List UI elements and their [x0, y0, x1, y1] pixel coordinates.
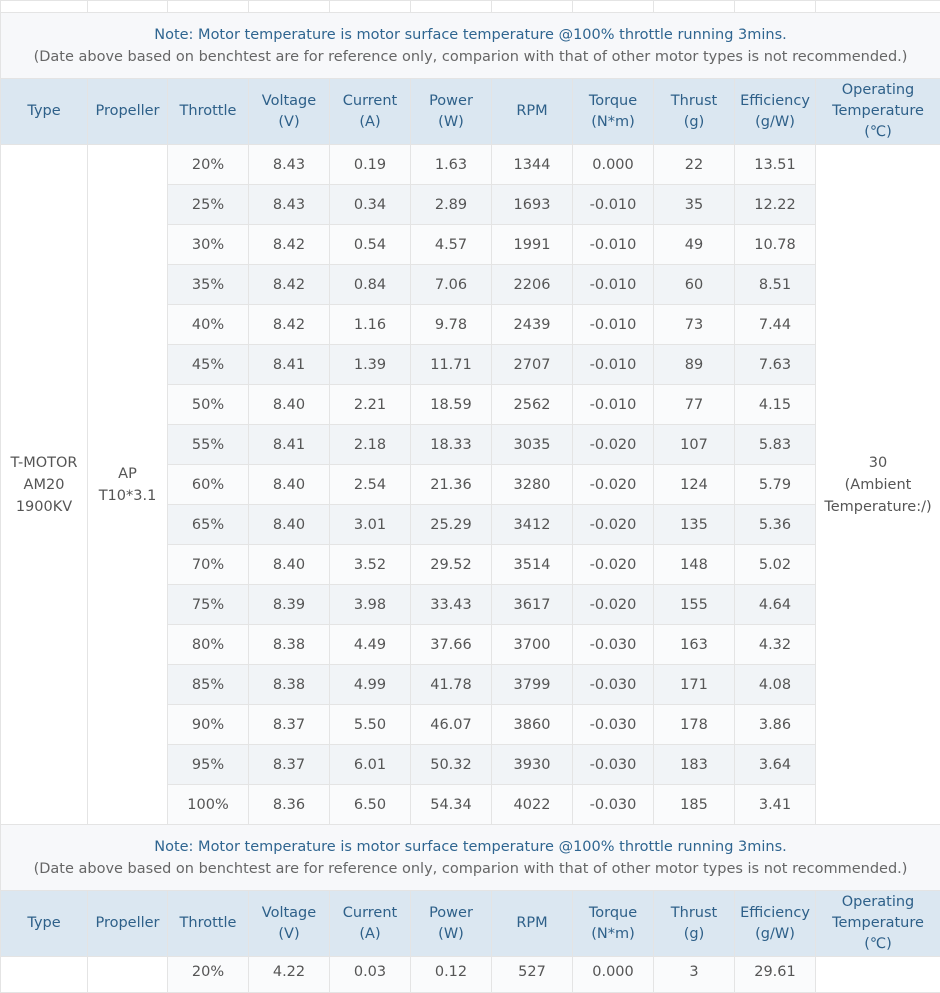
table-cell: 8.41 — [249, 345, 330, 385]
stub-cell — [816, 1, 940, 13]
table-cell: 183 — [654, 745, 735, 785]
table-cell: 8.43 — [249, 145, 330, 185]
table-cell: 12.22 — [735, 185, 816, 225]
table-cell: 7.06 — [411, 265, 492, 305]
table-cell: -0.010 — [573, 385, 654, 425]
table-cell: 77 — [654, 385, 735, 425]
table-cell: 8.40 — [249, 465, 330, 505]
column-header-line: (g) — [654, 924, 734, 945]
table-cell: 178 — [654, 705, 735, 745]
column-header-line: Torque — [573, 91, 653, 112]
column-header-line: Thrust — [654, 903, 734, 924]
table-cell: 7.44 — [735, 305, 816, 345]
table-cell: 0.000 — [573, 145, 654, 185]
table-cell: 1344 — [492, 145, 573, 185]
table-cell: 55% — [168, 425, 249, 465]
table-cell: -0.030 — [573, 705, 654, 745]
table-cell: 0.000 — [573, 957, 654, 993]
table-cell: 3280 — [492, 465, 573, 505]
propeller-line: AP — [88, 463, 167, 485]
note-line-temperature: Note: Motor temperature is motor surface temperature @100% throttle running 3mins. — [1, 24, 940, 46]
table-cell: -0.030 — [573, 785, 654, 825]
table-cell: 7.63 — [735, 345, 816, 385]
table-cell: 4.32 — [735, 625, 816, 665]
table-cell: 90% — [168, 705, 249, 745]
table-cell: 1991 — [492, 225, 573, 265]
column-header — [735, 891, 816, 957]
table-cell: 25.29 — [411, 505, 492, 545]
column-header-line: Thrust — [654, 91, 734, 112]
column-header — [249, 891, 330, 957]
table-cell: 8.39 — [249, 585, 330, 625]
stub-cell — [1, 1, 88, 13]
table-row — [1, 957, 940, 993]
header-row — [1, 79, 940, 145]
column-header — [573, 891, 654, 957]
table-cell: 0.34 — [330, 185, 411, 225]
table-cell: -0.010 — [573, 225, 654, 265]
column-header-line: Operating — [816, 80, 940, 101]
column-header — [654, 79, 735, 145]
column-header-line: Temperature — [816, 101, 940, 122]
table-body — [1, 1, 940, 993]
table-cell: -0.030 — [573, 665, 654, 705]
table-cell: 2707 — [492, 345, 573, 385]
table-cell: 50.32 — [411, 745, 492, 785]
column-header-line: Temperature — [816, 913, 940, 934]
table-cell: 3930 — [492, 745, 573, 785]
table-cell: 3860 — [492, 705, 573, 745]
note-line-temperature: Note: Motor temperature is motor surface temperature @100% throttle running 3mins. — [1, 836, 940, 858]
table-cell: 6.01 — [330, 745, 411, 785]
table-cell: 41.78 — [411, 665, 492, 705]
table-row — [1, 145, 940, 185]
propeller-cell — [88, 957, 168, 993]
column-header — [88, 79, 168, 145]
table-cell: 18.59 — [411, 385, 492, 425]
stub-cell — [492, 1, 573, 13]
table-cell: 8.36 — [249, 785, 330, 825]
table-cell: 9.78 — [411, 305, 492, 345]
note-row — [1, 13, 940, 79]
column-header — [654, 891, 735, 957]
column-header — [411, 79, 492, 145]
column-header-line: (N*m) — [573, 112, 653, 133]
table-cell: 135 — [654, 505, 735, 545]
table-cell: 6.50 — [330, 785, 411, 825]
propeller-line: T10*3.1 — [88, 485, 167, 507]
table-cell: 25% — [168, 185, 249, 225]
column-header-line: Type — [1, 913, 87, 934]
column-header-line: Power — [411, 91, 491, 112]
table-cell: 3617 — [492, 585, 573, 625]
stub-cell — [654, 1, 735, 13]
table-cell: 8.37 — [249, 745, 330, 785]
table-cell: 60 — [654, 265, 735, 305]
table-cell: 5.79 — [735, 465, 816, 505]
note-line-disclaimer: (Date above based on benchtest are for reference only, comparion with that of other motor types is not recommended.) — [1, 46, 940, 68]
table-cell: 8.40 — [249, 545, 330, 585]
table-cell: 8.37 — [249, 705, 330, 745]
column-header-line: Voltage — [249, 91, 329, 112]
table-cell: 3.01 — [330, 505, 411, 545]
motor-type-cell — [1, 957, 88, 993]
table-cell: 46.07 — [411, 705, 492, 745]
table-cell: 3 — [654, 957, 735, 993]
note-cell — [1, 825, 940, 891]
table-cell: 85% — [168, 665, 249, 705]
column-header-line: Type — [1, 101, 87, 122]
table-cell: 2439 — [492, 305, 573, 345]
table-cell: 4.57 — [411, 225, 492, 265]
table-cell: 4.64 — [735, 585, 816, 625]
table-cell: 1.39 — [330, 345, 411, 385]
stub-cell — [168, 1, 249, 13]
table-cell: 35% — [168, 265, 249, 305]
header-row — [1, 891, 940, 957]
column-header — [735, 79, 816, 145]
table-cell: 124 — [654, 465, 735, 505]
table-cell: 2.18 — [330, 425, 411, 465]
table-cell: -0.010 — [573, 265, 654, 305]
stub-cell — [330, 1, 411, 13]
column-header-line: Throttle — [168, 913, 248, 934]
column-header — [816, 79, 940, 145]
table-cell: 8.38 — [249, 625, 330, 665]
table-cell: 80% — [168, 625, 249, 665]
note-cell — [1, 13, 940, 79]
table-cell: -0.010 — [573, 345, 654, 385]
table-cell: 0.19 — [330, 145, 411, 185]
table-cell: 5.83 — [735, 425, 816, 465]
table-cell: 5.50 — [330, 705, 411, 745]
table-cell: -0.020 — [573, 545, 654, 585]
table-cell: 3.52 — [330, 545, 411, 585]
table-cell: 8.51 — [735, 265, 816, 305]
table-cell: 0.12 — [411, 957, 492, 993]
table-cell: 29.52 — [411, 545, 492, 585]
table-cell: 40% — [168, 305, 249, 345]
table-cell: 0.54 — [330, 225, 411, 265]
table-cell: 5.36 — [735, 505, 816, 545]
table-cell: 2206 — [492, 265, 573, 305]
column-header-line: Propeller — [88, 101, 167, 122]
table-cell: 54.34 — [411, 785, 492, 825]
table-cell: 13.51 — [735, 145, 816, 185]
table-cell: 70% — [168, 545, 249, 585]
table-cell: 30% — [168, 225, 249, 265]
note-line-disclaimer: (Date above based on benchtest are for reference only, comparion with that of other motor types is not recommended.) — [1, 858, 940, 880]
table-cell: 8.41 — [249, 425, 330, 465]
table-cell: -0.010 — [573, 185, 654, 225]
column-header — [492, 79, 573, 145]
column-header-line: (A) — [330, 112, 410, 133]
column-header — [88, 891, 168, 957]
column-header-line: Power — [411, 903, 491, 924]
column-header — [168, 79, 249, 145]
table-cell: 11.71 — [411, 345, 492, 385]
column-header — [330, 79, 411, 145]
table-cell: 8.42 — [249, 225, 330, 265]
table-cell: 2562 — [492, 385, 573, 425]
motor-type-line: 1900KV — [1, 496, 87, 518]
column-header — [492, 891, 573, 957]
table-cell: 5.02 — [735, 545, 816, 585]
table-cell: 4.08 — [735, 665, 816, 705]
column-header-line: Current — [330, 903, 410, 924]
column-header — [816, 891, 940, 957]
column-header-line: (g/W) — [735, 924, 815, 945]
stub-cell — [735, 1, 816, 13]
table-cell: 3700 — [492, 625, 573, 665]
table-cell: 8.42 — [249, 305, 330, 345]
table-cell: 8.40 — [249, 505, 330, 545]
table-cell: 171 — [654, 665, 735, 705]
table-cell: 148 — [654, 545, 735, 585]
table-cell: 8.38 — [249, 665, 330, 705]
table-cell: 185 — [654, 785, 735, 825]
column-header-line: Propeller — [88, 913, 167, 934]
table-cell: 89 — [654, 345, 735, 385]
table-cell: 4.22 — [249, 957, 330, 993]
table-cell: -0.010 — [573, 305, 654, 345]
table-cell: -0.020 — [573, 425, 654, 465]
table-cell: 1.63 — [411, 145, 492, 185]
table-cell: 20% — [168, 957, 249, 993]
table-cell: 2.89 — [411, 185, 492, 225]
table-cell: 107 — [654, 425, 735, 465]
table-cell: 10.78 — [735, 225, 816, 265]
table-cell: 163 — [654, 625, 735, 665]
column-header-line: Operating — [816, 892, 940, 913]
column-header — [1, 79, 88, 145]
table-cell: 33.43 — [411, 585, 492, 625]
column-header-line: (W) — [411, 112, 491, 133]
table-top-stub — [1, 1, 940, 13]
operating-temperature-cell — [816, 957, 940, 993]
column-header-line: Efficiency — [735, 91, 815, 112]
stub-cell — [249, 1, 330, 13]
column-header-line: (W) — [411, 924, 491, 945]
column-header-line: Throttle — [168, 101, 248, 122]
column-header — [330, 891, 411, 957]
table-cell: 60% — [168, 465, 249, 505]
table-cell: 95% — [168, 745, 249, 785]
column-header-line: Efficiency — [735, 903, 815, 924]
propeller-cell — [88, 145, 168, 825]
table-cell: 100% — [168, 785, 249, 825]
table-cell: 4022 — [492, 785, 573, 825]
table-cell: 21.36 — [411, 465, 492, 505]
table-cell: 3.98 — [330, 585, 411, 625]
stub-cell — [411, 1, 492, 13]
table-cell: 3799 — [492, 665, 573, 705]
table-cell: 2.21 — [330, 385, 411, 425]
table-cell: -0.020 — [573, 585, 654, 625]
column-header-line: (g/W) — [735, 112, 815, 133]
column-header-line: (℃) — [816, 934, 940, 955]
table-cell: 1.16 — [330, 305, 411, 345]
table-cell: 527 — [492, 957, 573, 993]
table-cell: 1693 — [492, 185, 573, 225]
operating-temperature-cell — [816, 145, 940, 825]
table-cell: 4.15 — [735, 385, 816, 425]
table-cell: 3035 — [492, 425, 573, 465]
column-header — [573, 79, 654, 145]
table-cell: 75% — [168, 585, 249, 625]
table-cell: 0.84 — [330, 265, 411, 305]
table-cell: 3.86 — [735, 705, 816, 745]
table-cell: 65% — [168, 505, 249, 545]
column-header-line: RPM — [492, 101, 572, 122]
table-cell: 20% — [168, 145, 249, 185]
operating-temperature-line: (Ambient — [816, 474, 940, 496]
table-cell: -0.030 — [573, 745, 654, 785]
table-cell: 4.99 — [330, 665, 411, 705]
column-header — [1, 891, 88, 957]
column-header — [168, 891, 249, 957]
column-header-line: (N*m) — [573, 924, 653, 945]
motor-type-line: AM20 — [1, 474, 87, 496]
table-cell: 3412 — [492, 505, 573, 545]
column-header-line: (g) — [654, 112, 734, 133]
table-cell: 8.42 — [249, 265, 330, 305]
table-cell: 3.64 — [735, 745, 816, 785]
table-cell: 37.66 — [411, 625, 492, 665]
table-cell: 35 — [654, 185, 735, 225]
table-cell: 4.49 — [330, 625, 411, 665]
table-cell: 155 — [654, 585, 735, 625]
column-header-line: Voltage — [249, 903, 329, 924]
column-header-line: (℃) — [816, 122, 940, 143]
column-header-line: RPM — [492, 913, 572, 934]
table-cell: 0.03 — [330, 957, 411, 993]
stub-cell — [88, 1, 168, 13]
table-cell: 29.61 — [735, 957, 816, 993]
table-cell: -0.020 — [573, 505, 654, 545]
column-header-line: (V) — [249, 924, 329, 945]
table-cell: 3.41 — [735, 785, 816, 825]
table-cell: -0.030 — [573, 625, 654, 665]
table-cell: 49 — [654, 225, 735, 265]
note-row — [1, 825, 940, 891]
column-header-line: (V) — [249, 112, 329, 133]
table-cell: 3514 — [492, 545, 573, 585]
motor-type-cell — [1, 145, 88, 825]
table-cell: 73 — [654, 305, 735, 345]
table-cell: 50% — [168, 385, 249, 425]
column-header-line: Torque — [573, 903, 653, 924]
table-cell: 8.40 — [249, 385, 330, 425]
table-cell: 18.33 — [411, 425, 492, 465]
column-header — [411, 891, 492, 957]
operating-temperature-line: 30 — [816, 452, 940, 474]
table-cell: 2.54 — [330, 465, 411, 505]
table-cell: -0.020 — [573, 465, 654, 505]
column-header-line: Current — [330, 91, 410, 112]
stub-cell — [573, 1, 654, 13]
table-cell: 45% — [168, 345, 249, 385]
motor-type-line: T-MOTOR — [1, 452, 87, 474]
table-cell: 8.43 — [249, 185, 330, 225]
operating-temperature-line: Temperature:/) — [816, 496, 940, 518]
column-header — [249, 79, 330, 145]
column-header-line: (A) — [330, 924, 410, 945]
table-cell: 22 — [654, 145, 735, 185]
